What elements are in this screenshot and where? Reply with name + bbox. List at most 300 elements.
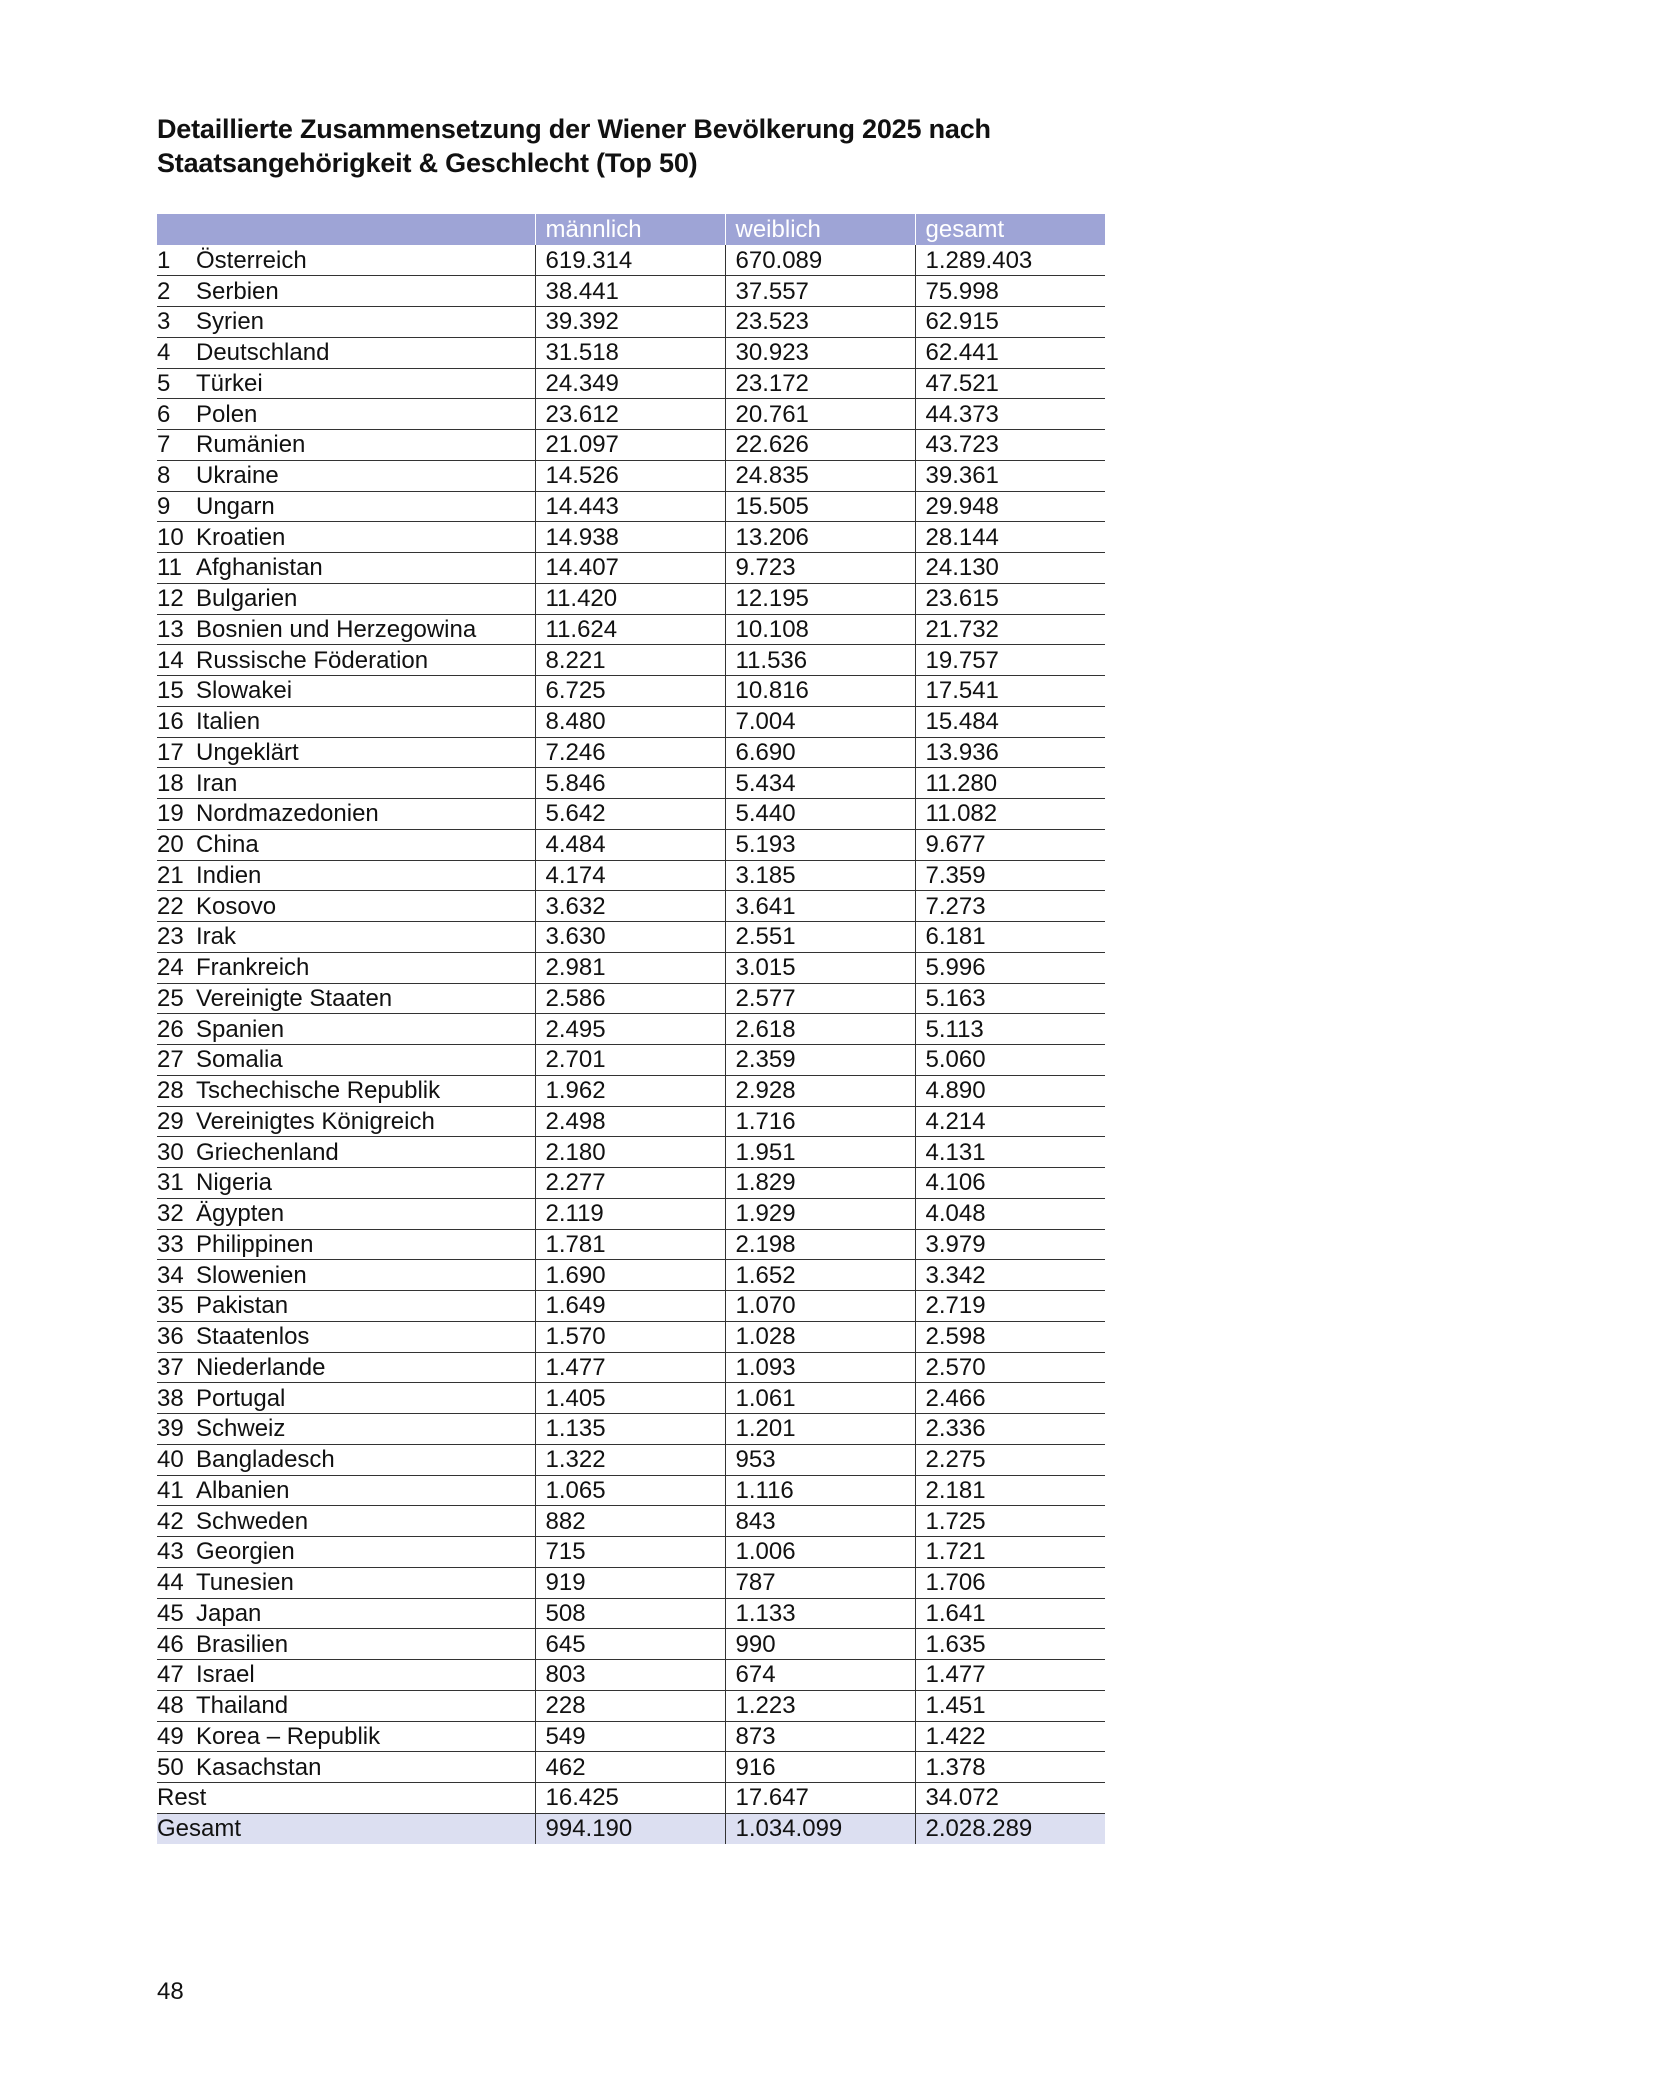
- rank-number: 29: [157, 1107, 184, 1135]
- total-value: 4.890: [915, 1075, 1105, 1106]
- total-value: 11.280: [915, 768, 1105, 799]
- female-value: 10.816: [725, 676, 915, 707]
- female-value: 1.093: [725, 1352, 915, 1383]
- rank-number: 32: [157, 1200, 184, 1228]
- country-name: Japan: [196, 1599, 262, 1627]
- table-row: [157, 614, 1105, 645]
- female-value: 24.835: [725, 460, 915, 491]
- female-value: 1.716: [725, 1106, 915, 1137]
- rank-number: 4: [157, 339, 171, 367]
- female-value: 990: [725, 1629, 915, 1660]
- male-value: 8.480: [535, 706, 725, 737]
- rank-number: 20: [157, 831, 184, 859]
- country-cell: [157, 614, 535, 645]
- female-value: 916: [725, 1752, 915, 1783]
- table-row: [157, 860, 1105, 891]
- header-country: [157, 214, 535, 245]
- table-row: [157, 1629, 1105, 1660]
- table-row: [157, 1321, 1105, 1352]
- male-value: 7.246: [535, 737, 725, 768]
- country-name: Israel: [196, 1661, 255, 1689]
- total-value: 15.484: [915, 706, 1105, 737]
- table-row: [157, 676, 1105, 707]
- table-row: [157, 1506, 1105, 1537]
- country-name: China: [196, 831, 259, 859]
- country-cell: [157, 706, 535, 737]
- female-value: 1.652: [725, 1260, 915, 1291]
- table-row: [157, 1598, 1105, 1629]
- rest-female: 17.647: [725, 1783, 915, 1814]
- country-cell: [157, 737, 535, 768]
- country-cell: [157, 1260, 535, 1291]
- female-value: 37.557: [725, 276, 915, 307]
- total-value: 44.373: [915, 399, 1105, 430]
- male-value: 228: [535, 1690, 725, 1721]
- male-value: 919: [535, 1567, 725, 1598]
- country-name: Albanien: [196, 1476, 290, 1504]
- country-cell: [157, 1352, 535, 1383]
- rank-number: 11: [157, 554, 182, 582]
- page-title: [157, 112, 1157, 180]
- rank-number: 34: [157, 1261, 184, 1289]
- country-name: Rumänien: [196, 431, 306, 459]
- table-header: [157, 214, 1105, 245]
- population-table: [157, 214, 1105, 1844]
- country-name: Frankreich: [196, 954, 310, 982]
- total-value: 4.048: [915, 1198, 1105, 1229]
- female-value: 5.434: [725, 768, 915, 799]
- female-value: 2.551: [725, 922, 915, 953]
- total-value: 4.106: [915, 1168, 1105, 1199]
- male-value: 23.612: [535, 399, 725, 430]
- total-value: 5.060: [915, 1045, 1105, 1076]
- female-value: 1.006: [725, 1537, 915, 1568]
- country-name: Iran: [196, 769, 238, 797]
- table-row: [157, 276, 1105, 307]
- table-row: [157, 1690, 1105, 1721]
- country-cell: [157, 583, 535, 614]
- rest-total: 34.072: [915, 1783, 1105, 1814]
- male-value: 24.349: [535, 368, 725, 399]
- country-cell: [157, 1537, 535, 1568]
- female-value: 13.206: [725, 522, 915, 553]
- country-cell: [157, 1014, 535, 1045]
- rank-number: 31: [157, 1169, 184, 1197]
- total-value: 19.757: [915, 645, 1105, 676]
- rank-number: 17: [157, 738, 184, 766]
- total-value: 1.706: [915, 1567, 1105, 1598]
- female-value: 1.133: [725, 1598, 915, 1629]
- male-value: 1.781: [535, 1229, 725, 1260]
- country-cell: [157, 1321, 535, 1352]
- rank-number: 25: [157, 984, 184, 1012]
- male-value: 2.495: [535, 1014, 725, 1045]
- rank-number: 36: [157, 1323, 184, 1351]
- total-value: 43.723: [915, 430, 1105, 461]
- country-name: Russische Föderation: [196, 646, 429, 674]
- country-cell: [157, 891, 535, 922]
- male-value: 5.642: [535, 799, 725, 830]
- total-total: 2.028.289: [915, 1813, 1105, 1844]
- female-value: 1.223: [725, 1690, 915, 1721]
- country-cell: [157, 1045, 535, 1076]
- total-value: 39.361: [915, 460, 1105, 491]
- rank-number: 38: [157, 1384, 184, 1412]
- total-value: 1.451: [915, 1690, 1105, 1721]
- country-name: Polen: [196, 400, 258, 428]
- total-value: 62.441: [915, 337, 1105, 368]
- rank-number: 5: [157, 369, 171, 397]
- total-value: 17.541: [915, 676, 1105, 707]
- female-value: 9.723: [725, 553, 915, 584]
- country-cell: [157, 1106, 535, 1137]
- country-name: Kasachstan: [196, 1753, 322, 1781]
- country-cell: [157, 553, 535, 584]
- table-row: [157, 737, 1105, 768]
- female-value: 674: [725, 1660, 915, 1691]
- table-row: [157, 245, 1105, 276]
- total-value: 2.275: [915, 1444, 1105, 1475]
- rank-number: 9: [157, 492, 171, 520]
- country-name: Tschechische Republik: [196, 1077, 441, 1105]
- rank-number: 42: [157, 1507, 184, 1535]
- country-cell: [157, 1690, 535, 1721]
- country-cell: [157, 983, 535, 1014]
- table-row: [157, 522, 1105, 553]
- rank-number: 19: [157, 800, 184, 828]
- country-name: Vereinigtes Königreich: [196, 1107, 435, 1135]
- total-value: 2.570: [915, 1352, 1105, 1383]
- header-female: weiblich: [725, 214, 915, 245]
- country-name: Somalia: [196, 1046, 283, 1074]
- total-value: 7.359: [915, 860, 1105, 891]
- rank-number: 28: [157, 1077, 184, 1105]
- total-value: 3.342: [915, 1260, 1105, 1291]
- header-row: [157, 214, 1105, 245]
- country-cell: [157, 522, 535, 553]
- country-name: Spanien: [196, 1015, 285, 1043]
- male-value: 1.405: [535, 1383, 725, 1414]
- rank-number: 14: [157, 646, 184, 674]
- country-cell: [157, 1168, 535, 1199]
- male-value: 31.518: [535, 337, 725, 368]
- male-value: 14.443: [535, 491, 725, 522]
- country-name: Türkei: [196, 369, 263, 397]
- country-name: Slowenien: [196, 1261, 307, 1289]
- male-value: 4.174: [535, 860, 725, 891]
- male-value: 1.065: [535, 1475, 725, 1506]
- country-name: Irak: [196, 923, 237, 951]
- table-row: [157, 706, 1105, 737]
- country-cell: [157, 1567, 535, 1598]
- country-name: Slowakei: [196, 677, 293, 705]
- rank-number: 37: [157, 1353, 184, 1381]
- female-value: 1.028: [725, 1321, 915, 1352]
- country-name: Korea – Republik: [196, 1722, 381, 1750]
- country-cell: [157, 922, 535, 953]
- male-value: 2.981: [535, 952, 725, 983]
- male-value: 715: [535, 1537, 725, 1568]
- male-value: 2.586: [535, 983, 725, 1014]
- table-row: [157, 1198, 1105, 1229]
- table-row: [157, 399, 1105, 430]
- table-row: [157, 1537, 1105, 1568]
- country-name: Griechenland: [196, 1138, 339, 1166]
- female-value: 30.923: [725, 337, 915, 368]
- title-line-2: Staatsangehörigkeit & Geschlecht (Top 50): [157, 148, 698, 178]
- female-value: 1.061: [725, 1383, 915, 1414]
- male-value: 3.630: [535, 922, 725, 953]
- male-value: 462: [535, 1752, 725, 1783]
- table-row: [157, 1721, 1105, 1752]
- country-cell: [157, 645, 535, 676]
- female-value: 670.089: [725, 245, 915, 276]
- male-value: 6.725: [535, 676, 725, 707]
- country-name: Portugal: [196, 1384, 286, 1412]
- table-row: [157, 307, 1105, 338]
- male-value: 38.441: [535, 276, 725, 307]
- country-name: Serbien: [196, 277, 279, 305]
- total-value: 5.163: [915, 983, 1105, 1014]
- country-name: Ägypten: [196, 1200, 285, 1228]
- country-name: Brasilien: [196, 1630, 289, 1658]
- table-row: [157, 1229, 1105, 1260]
- total-value: 1.422: [915, 1721, 1105, 1752]
- table-row: [157, 553, 1105, 584]
- total-value: 1.725: [915, 1506, 1105, 1537]
- country-name: Pakistan: [196, 1292, 289, 1320]
- male-value: 2.701: [535, 1045, 725, 1076]
- rank-number: 12: [157, 585, 184, 613]
- table-row: [157, 337, 1105, 368]
- rank-number: 16: [157, 708, 184, 736]
- country-name: Ukraine: [196, 462, 279, 490]
- table-row: [157, 460, 1105, 491]
- country-cell: [157, 399, 535, 430]
- country-cell: [157, 1137, 535, 1168]
- male-value: 882: [535, 1506, 725, 1537]
- female-value: 953: [725, 1444, 915, 1475]
- female-value: 22.626: [725, 430, 915, 461]
- rank-number: 50: [157, 1753, 184, 1781]
- header-total: gesamt: [915, 214, 1105, 245]
- country-cell: [157, 860, 535, 891]
- rank-number: 46: [157, 1630, 184, 1658]
- female-value: 7.004: [725, 706, 915, 737]
- country-name: Österreich: [196, 246, 307, 274]
- country-name: Ungeklärt: [196, 738, 299, 766]
- male-value: 549: [535, 1721, 725, 1752]
- male-value: 11.420: [535, 583, 725, 614]
- female-value: 2.198: [725, 1229, 915, 1260]
- rank-number: 7: [157, 431, 171, 459]
- rank-number: 35: [157, 1292, 184, 1320]
- rank-number: 10: [157, 523, 184, 551]
- country-name: Georgien: [196, 1538, 295, 1566]
- total-value: 11.082: [915, 799, 1105, 830]
- table-row: [157, 799, 1105, 830]
- female-value: 23.523: [725, 307, 915, 338]
- country-name: Ungarn: [196, 492, 275, 520]
- rank-number: 6: [157, 400, 171, 428]
- total-value: 1.477: [915, 1660, 1105, 1691]
- total-value: 5.113: [915, 1014, 1105, 1045]
- rank-number: 39: [157, 1415, 184, 1443]
- male-value: 5.846: [535, 768, 725, 799]
- table-row: [157, 368, 1105, 399]
- country-cell: [157, 1291, 535, 1322]
- male-value: 645: [535, 1629, 725, 1660]
- total-value: 3.979: [915, 1229, 1105, 1260]
- country-cell: [157, 491, 535, 522]
- male-value: 1.477: [535, 1352, 725, 1383]
- country-name: Deutschland: [196, 339, 330, 367]
- table-row: [157, 1260, 1105, 1291]
- rank-number: 43: [157, 1538, 184, 1566]
- country-cell: [157, 430, 535, 461]
- country-cell: [157, 676, 535, 707]
- table-row: [157, 430, 1105, 461]
- total-value: 1.721: [915, 1537, 1105, 1568]
- table-row: [157, 952, 1105, 983]
- country-name: Kroatien: [196, 523, 286, 551]
- male-value: 508: [535, 1598, 725, 1629]
- female-value: 2.618: [725, 1014, 915, 1045]
- country-cell: [157, 1721, 535, 1752]
- rank-number: 23: [157, 923, 184, 951]
- total-value: 2.719: [915, 1291, 1105, 1322]
- country-cell: [157, 276, 535, 307]
- table-row: [157, 1444, 1105, 1475]
- total-value: 9.677: [915, 829, 1105, 860]
- total-value: 62.915: [915, 307, 1105, 338]
- total-value: 23.615: [915, 583, 1105, 614]
- country-cell: [157, 1629, 535, 1660]
- country-name: Kosovo: [196, 892, 277, 920]
- country-cell: [157, 1383, 535, 1414]
- male-value: 803: [535, 1660, 725, 1691]
- rank-number: 33: [157, 1230, 184, 1258]
- country-cell: [157, 1598, 535, 1629]
- female-value: 5.440: [725, 799, 915, 830]
- country-name: Bangladesch: [196, 1446, 335, 1474]
- rank-number: 2: [157, 277, 171, 305]
- rank-number: 1: [157, 246, 171, 274]
- total-value: 29.948: [915, 491, 1105, 522]
- rest-male: 16.425: [535, 1783, 725, 1814]
- total-value: 4.214: [915, 1106, 1105, 1137]
- total-value: 7.273: [915, 891, 1105, 922]
- total-value: 5.996: [915, 952, 1105, 983]
- rank-number: 22: [157, 892, 184, 920]
- table-row: [157, 1752, 1105, 1783]
- male-value: 1.962: [535, 1075, 725, 1106]
- rank-number: 15: [157, 677, 184, 705]
- country-name: Thailand: [196, 1692, 289, 1720]
- female-value: 2.577: [725, 983, 915, 1014]
- total-female: 1.034.099: [725, 1813, 915, 1844]
- total-value: 4.131: [915, 1137, 1105, 1168]
- female-value: 843: [725, 1506, 915, 1537]
- total-value: 47.521: [915, 368, 1105, 399]
- table-row: [157, 1291, 1105, 1322]
- female-value: 1.116: [725, 1475, 915, 1506]
- female-value: 1.829: [725, 1168, 915, 1199]
- total-value: 2.598: [915, 1321, 1105, 1352]
- country-name: Nordmazedonien: [196, 800, 379, 828]
- total-row: [157, 1813, 1105, 1844]
- table-row: [157, 1383, 1105, 1414]
- female-value: 787: [725, 1567, 915, 1598]
- country-cell: [157, 1198, 535, 1229]
- female-value: 15.505: [725, 491, 915, 522]
- total-value: 1.641: [915, 1598, 1105, 1629]
- table-row: [157, 1014, 1105, 1045]
- country-name: Tunesien: [196, 1569, 294, 1597]
- page-number: 48: [157, 1978, 184, 2005]
- male-value: 2.180: [535, 1137, 725, 1168]
- male-value: 14.407: [535, 553, 725, 584]
- total-value: 75.998: [915, 276, 1105, 307]
- rank-number: 18: [157, 769, 184, 797]
- male-value: 14.526: [535, 460, 725, 491]
- rank-number: 40: [157, 1446, 184, 1474]
- country-cell: [157, 368, 535, 399]
- country-name: Afghanistan: [196, 554, 323, 582]
- male-value: 2.119: [535, 1198, 725, 1229]
- rank-number: 27: [157, 1046, 184, 1074]
- header-male: männlich: [535, 214, 725, 245]
- table-row: [157, 1414, 1105, 1445]
- rank-number: 3: [157, 308, 171, 336]
- country-cell: [157, 337, 535, 368]
- male-value: 1.690: [535, 1260, 725, 1291]
- male-value: 14.938: [535, 522, 725, 553]
- total-value: 6.181: [915, 922, 1105, 953]
- country-cell: [157, 1229, 535, 1260]
- female-value: 12.195: [725, 583, 915, 614]
- female-value: 873: [725, 1721, 915, 1752]
- country-cell: [157, 1506, 535, 1537]
- table-row: [157, 1106, 1105, 1137]
- table-row: [157, 1660, 1105, 1691]
- table-row: [157, 491, 1105, 522]
- country-name: Niederlande: [196, 1353, 326, 1381]
- country-name: Bulgarien: [196, 585, 298, 613]
- male-value: 1.322: [535, 1444, 725, 1475]
- rank-number: 30: [157, 1138, 184, 1166]
- table-row: [157, 1137, 1105, 1168]
- rank-number: 8: [157, 462, 171, 490]
- female-value: 5.193: [725, 829, 915, 860]
- male-value: 1.135: [535, 1414, 725, 1445]
- country-name: Italien: [196, 708, 261, 736]
- table-body: [157, 245, 1105, 1844]
- total-value: 1.378: [915, 1752, 1105, 1783]
- female-value: 10.108: [725, 614, 915, 645]
- country-cell: [157, 307, 535, 338]
- male-value: 1.570: [535, 1321, 725, 1352]
- country-name: Nigeria: [196, 1169, 273, 1197]
- male-value: 2.277: [535, 1168, 725, 1199]
- rest-label: Rest: [157, 1783, 535, 1814]
- rank-number: 48: [157, 1692, 184, 1720]
- country-name: Philippinen: [196, 1230, 314, 1258]
- male-value: 39.392: [535, 307, 725, 338]
- country-cell: [157, 829, 535, 860]
- rank-number: 24: [157, 954, 184, 982]
- country-cell: [157, 245, 535, 276]
